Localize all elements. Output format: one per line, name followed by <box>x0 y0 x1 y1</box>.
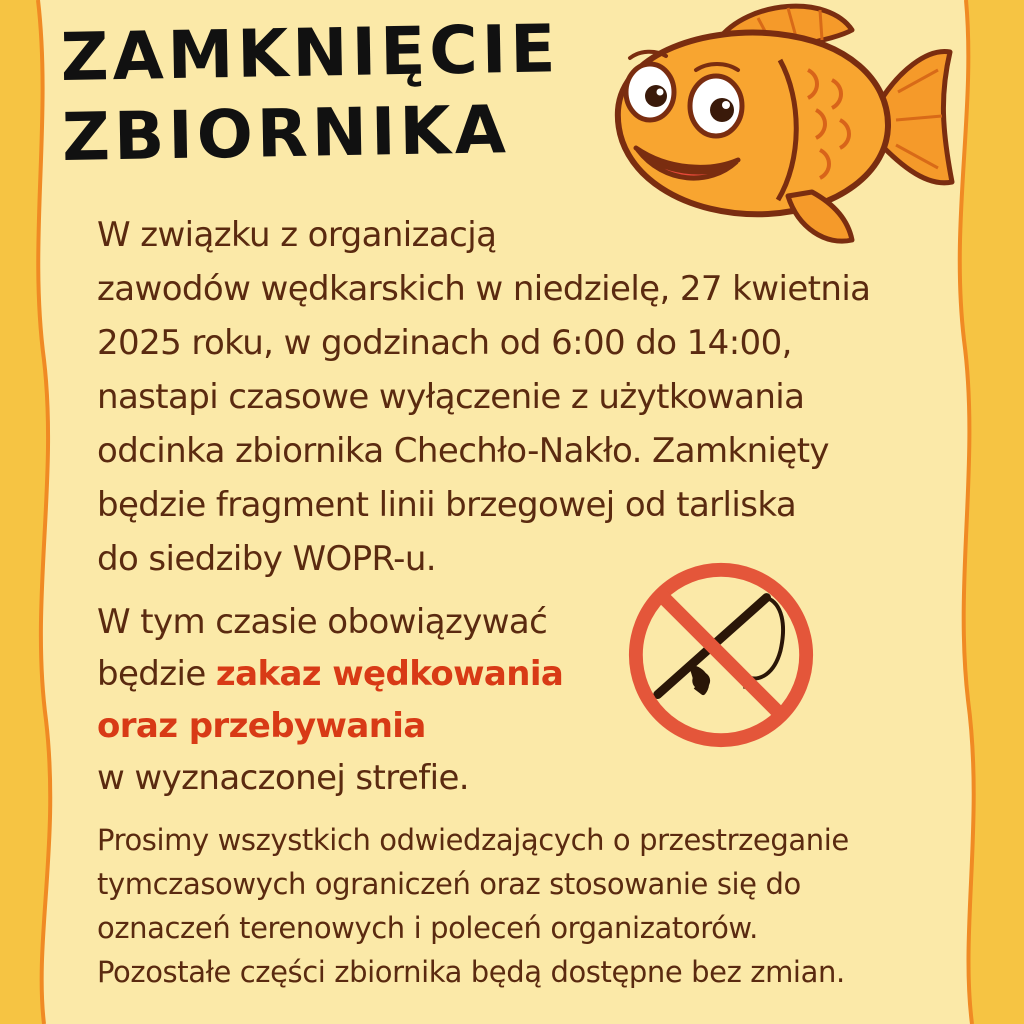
announcement-paragraph <box>97 208 977 586</box>
paragraph-line: będzie fragment linii brzegowej od tarliska <box>97 485 797 525</box>
request-line: tymczasowych ograniczeń oraz stosowanie się do <box>97 867 801 901</box>
request-paragraph <box>97 818 977 994</box>
title-line-1: ZAMKNIĘCIE <box>60 10 561 96</box>
page-title <box>60 9 561 178</box>
paragraph-line: zawodów wędkarskich w niedzielę, 27 kwietnia <box>97 269 871 309</box>
fishing-ban-highlight: zakaz wędkowania <box>215 654 564 694</box>
ban-line: W tym czasie obowiązywać <box>97 602 548 642</box>
ban-line <box>97 648 617 700</box>
ban-line: w wyznaczonej strefie. <box>97 758 469 798</box>
stay-ban-highlight: oraz przebywania <box>97 706 426 746</box>
request-line: oznaczeń terenowych i poleceń organizatorów. <box>97 911 758 945</box>
request-line: Pozostałe części zbiornika będą dostępne bez zmian. <box>97 955 845 989</box>
paragraph-line: W związku z organizacją <box>97 215 497 255</box>
paragraph-line: odcinka zbiornika Chechło-Nakło. Zamknięty <box>97 431 829 471</box>
ban-line-prefix: będzie <box>97 654 216 694</box>
paragraph-line: do siedziby WOPR-u. <box>97 539 437 579</box>
no-fishing-icon <box>622 556 820 754</box>
title-line-2: ZBIORNIKA <box>61 91 511 176</box>
paragraph-line: 2025 roku, w godzinach od 6:00 do 14:00, <box>97 323 792 363</box>
request-line: Prosimy wszystkich odwiedzających o przestrzeganie <box>97 823 849 857</box>
paragraph-line: nastapi czasowe wyłączenie z użytkowania <box>97 377 805 417</box>
ban-paragraph <box>97 596 617 804</box>
